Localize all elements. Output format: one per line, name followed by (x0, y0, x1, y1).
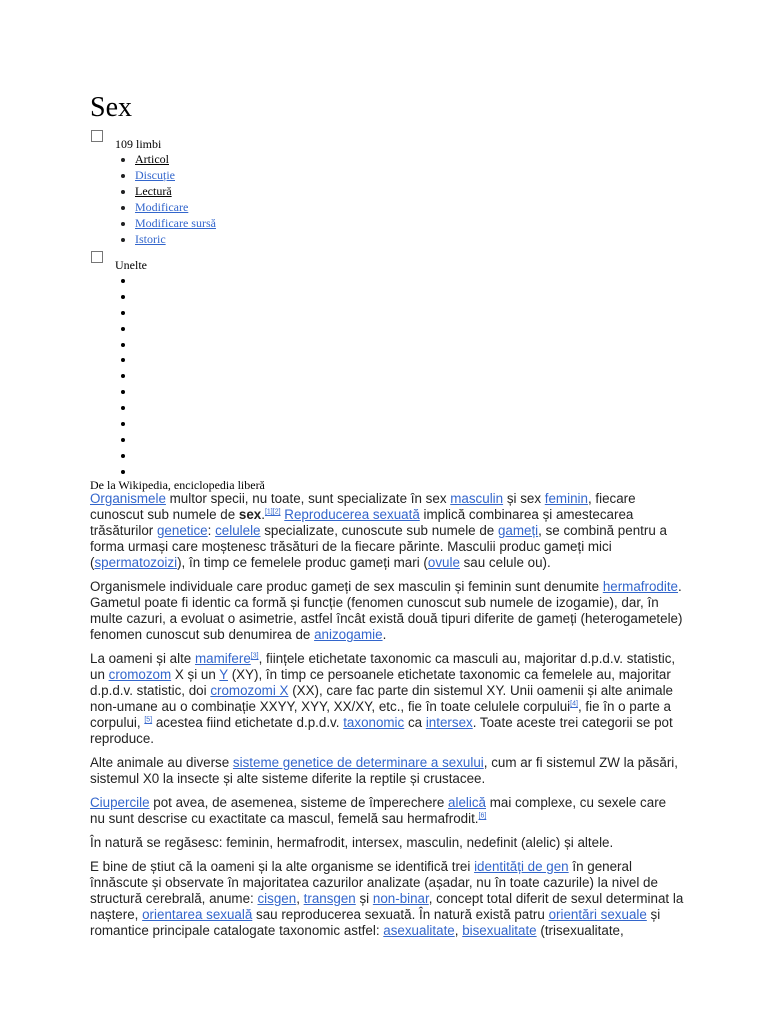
tab-discutie[interactable]: Discuție (135, 168, 175, 182)
link-alelica[interactable]: alelică (448, 795, 486, 810)
tools-label[interactable]: Unelte (115, 258, 147, 272)
text: E bine de știut că la oameni și la alte organisme se identifică trei (90, 859, 475, 874)
text: și romantice principale catalogate taxonomic astfel: (90, 907, 661, 938)
text: . Gametul poate fi identic ca formă și funcție (fenomen cunoscut sub numele de izogamie), dar, în multe cazuri, a evoluat o asimetrie, astfel încât există două tipuri diferite de gameți (heterogametele) fenomen cunoscut sub denumirea de (90, 579, 683, 642)
menu-item-modificare-sursa[interactable] (135, 215, 216, 231)
text: , (454, 923, 463, 938)
reference-1-2[interactable]: [1][2] (264, 508, 281, 516)
paragraph-5 (90, 795, 684, 827)
tools-list (113, 273, 135, 480)
link-cromozom[interactable]: cromozom (108, 667, 172, 682)
text: și sex (503, 491, 545, 506)
link-genetice[interactable]: genetice (156, 523, 208, 538)
text: (XX), care fac parte din sistemul XY. Unii oamenii și alte animale non-umane au o combinație XXYY, XYY, XX/XY, etc., fie în toate celulele corpului (90, 683, 673, 714)
text: Alte animale au diverse (90, 755, 233, 770)
text: La oameni și alte (90, 651, 195, 666)
text: Organismele individuale care produc gameți de sex masculin și feminin sunt denumite (90, 579, 603, 594)
link-orientarea-sexuala[interactable]: orientarea sexuală (142, 907, 253, 922)
text: ca (404, 715, 426, 730)
link-reproducerea-sexuata[interactable]: Reproducerea sexuată (284, 507, 420, 522)
languages-checkbox[interactable] (91, 130, 103, 142)
tab-modificare-sursa[interactable]: Modificare sursă (135, 216, 216, 230)
reference-4[interactable]: [4] (570, 700, 578, 708)
text: mai complexe, cu sexele care nu sunt descrise cu exactitate ca mascul, femelă sau hermafrodit. (90, 795, 667, 826)
text: sau celule ou). (459, 555, 551, 570)
menu-item-istoric[interactable] (135, 231, 216, 247)
text: În natură se regăsesc: feminin, hermafrodit, intersex, masculin, nedefinit (alelic) și altele. (90, 835, 614, 850)
paragraph-7 (90, 859, 684, 939)
tab-istoric[interactable]: Istoric (135, 232, 166, 246)
text: , se combină pentru a forma urmași care moștenesc trăsături de la fiecare părinte. Masculii produc gameți mici ( (90, 523, 667, 570)
link-identitati-de-gen[interactable]: identități de gen (474, 859, 569, 874)
text: multor specii, nu toate, sunt specializate în sex (165, 491, 451, 506)
text: X și un (171, 667, 220, 682)
link-organismele[interactable]: Organismele (90, 491, 166, 506)
paragraph-1 (90, 491, 684, 571)
text: și (355, 891, 373, 906)
text: , ființele etichetate taxonomic ca masculi au, majoritar d.p.d.v. statistic, un (90, 651, 676, 682)
link-hermafrodite[interactable]: hermafrodite (602, 579, 679, 594)
text: (XY), în timp ce persoanele etichetate taxonomic ca femelele au, majoritar d.p.d.v. statistic, doi (90, 667, 671, 698)
text: acestea fiind etichetate d.p.d.v. (152, 715, 344, 730)
link-orientari-sexuale[interactable]: orientări sexuale (548, 907, 647, 922)
menu-item-lectura[interactable] (135, 183, 216, 199)
text: specializate, cunoscute sub numele de (260, 523, 498, 538)
link-gameti[interactable]: gameți (497, 523, 539, 538)
text: în general înnăscute și observate în majoritatea cazurilor analizate (așadar, nu în toate cazurile) la nivel de structură cerebrală, anume: (90, 859, 658, 906)
link-feminin[interactable]: feminin (544, 491, 588, 506)
link-intersex[interactable]: intersex (425, 715, 473, 730)
text: . Toate aceste trei categorii se pot reproduce. (90, 715, 673, 746)
menu-item-articol[interactable] (135, 151, 216, 167)
text: implică combinarea și amestecarea trăsăturilor (90, 507, 634, 538)
tab-articol[interactable]: Articol (135, 152, 169, 166)
link-cisgen[interactable]: cisgen (257, 891, 297, 906)
text: , cum ar fi sistemul ZW la păsări, sistemul X0 la insecte și alte sisteme diferite la reptile și crustacee. (90, 755, 678, 786)
reference-3[interactable]: [3] (250, 652, 259, 660)
link-celulele[interactable]: celulele (215, 523, 261, 538)
link-transgen[interactable]: transgen (303, 891, 356, 906)
text: . (261, 507, 265, 522)
menu-item-modificare[interactable] (135, 199, 216, 215)
paragraph-6 (90, 835, 684, 851)
text: ), în timp ce femelele produc gameți mari ( (177, 555, 428, 570)
text: . (382, 627, 387, 642)
text: : (207, 523, 216, 538)
link-masculin[interactable]: masculin (450, 491, 504, 506)
link-mamifere[interactable]: mamifere (194, 651, 251, 666)
link-sisteme-genetice[interactable]: sisteme genetice de determinare a sexului (232, 755, 484, 770)
text: , (296, 891, 304, 906)
paragraph-2 (90, 579, 684, 643)
link-spermatozoizi[interactable]: spermatozoizi (94, 555, 178, 570)
text: , concept total diferit de sexul determinat la naștere, (90, 891, 684, 922)
text: , fiecare cunoscut sub numele de (90, 491, 636, 522)
link-non-binar[interactable]: non-binar (372, 891, 429, 906)
link-asexualitate[interactable]: asexualitate (383, 923, 455, 938)
link-anizogamie[interactable]: anizogamie (314, 627, 383, 642)
text: sau reproducerea sexuată. În natură există patru (252, 907, 549, 922)
page-title: Sex (90, 92, 132, 123)
site-tagline: De la Wikipedia, enciclopedia liberă (90, 478, 265, 492)
reference-6[interactable]: [6] (478, 812, 487, 820)
link-bisexualitate[interactable]: bisexualitate (462, 923, 537, 938)
link-ovule[interactable]: ovule (427, 555, 460, 570)
link-ciupercile[interactable]: Ciupercile (90, 795, 150, 810)
bold-sex: sex (238, 507, 262, 522)
text: , fie în o parte a corpului, (90, 699, 671, 730)
paragraph-4 (90, 755, 684, 787)
link-cromozomi-x[interactable]: cromozomi X (210, 683, 289, 698)
tab-modificare[interactable]: Modificare (135, 200, 189, 214)
page-actions-list (113, 151, 216, 247)
article-body (90, 491, 684, 947)
text: pot avea, de asemenea, sisteme de împerechere (149, 795, 449, 810)
tools-checkbox[interactable] (91, 251, 103, 263)
text: (trisexualitate, (536, 923, 624, 938)
link-y[interactable]: Y (219, 667, 228, 682)
paragraph-3 (90, 651, 684, 747)
languages-label[interactable]: 109 limbi (115, 137, 162, 151)
menu-item-discutie[interactable] (135, 167, 216, 183)
tab-lectura[interactable]: Lectură (135, 184, 172, 198)
link-taxonomic[interactable]: taxonomic (343, 715, 405, 730)
reference-5[interactable]: [5] (144, 716, 153, 724)
